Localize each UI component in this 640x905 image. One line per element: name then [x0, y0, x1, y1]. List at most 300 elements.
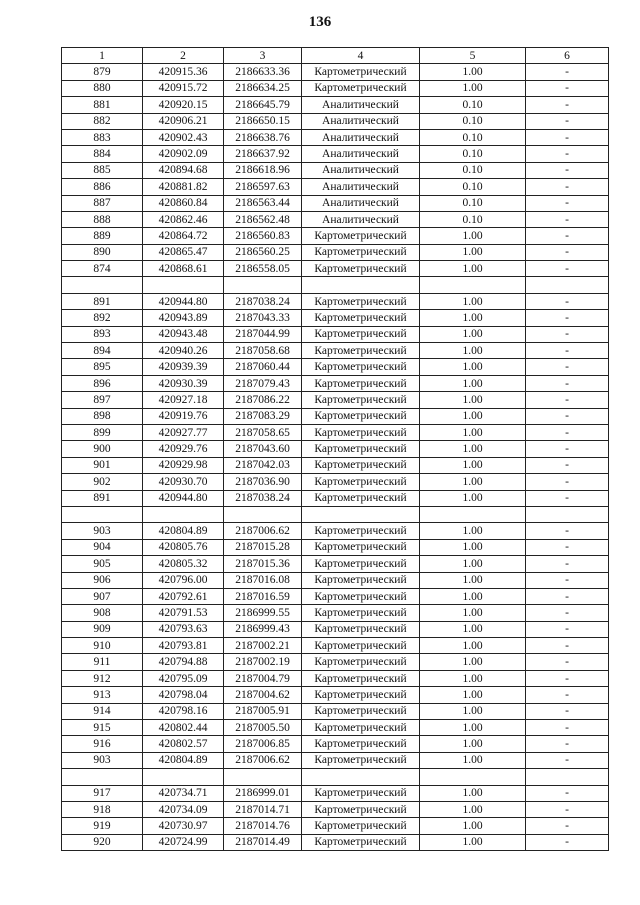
table-cell: 1.00 [420, 326, 526, 342]
table-cell [420, 277, 526, 293]
table-cell: 2187083.29 [224, 408, 302, 424]
table-row [62, 244, 609, 260]
table-row [62, 474, 609, 490]
table-cell: - [526, 343, 609, 359]
table-cell: 420929.98 [143, 457, 224, 473]
table-cell: Картометрический [302, 818, 420, 834]
table-row [62, 703, 609, 719]
table-cell [302, 506, 420, 522]
table-cell: 420804.89 [143, 523, 224, 539]
table-row [62, 80, 609, 96]
table-cell: Картометрический [302, 343, 420, 359]
table-cell: 886 [62, 179, 143, 195]
table-row [62, 310, 609, 326]
table-cell: 2187038.24 [224, 293, 302, 309]
table-row [62, 293, 609, 309]
table-cell: 420927.77 [143, 424, 224, 440]
table-cell: 420793.81 [143, 638, 224, 654]
table-row [62, 801, 609, 817]
table-cell: 1.00 [420, 736, 526, 752]
table-cell: 1.00 [420, 834, 526, 850]
table-cell: Картометрический [302, 736, 420, 752]
table-cell: 2187005.50 [224, 720, 302, 736]
table-cell [420, 769, 526, 785]
table-cell: 0.10 [420, 179, 526, 195]
table-cell: 1.00 [420, 261, 526, 277]
page-number: 136 [308, 14, 332, 30]
table-cell: 2187016.59 [224, 588, 302, 604]
table-cell: 2186999.43 [224, 621, 302, 637]
table-cell: 881 [62, 97, 143, 113]
table-row [62, 211, 609, 227]
table-cell: 420865.47 [143, 244, 224, 260]
table-cell: 2186650.15 [224, 113, 302, 129]
table-cell: - [526, 293, 609, 309]
table-row [62, 523, 609, 539]
table-cell: 1.00 [420, 670, 526, 686]
table-cell: 0.10 [420, 97, 526, 113]
table-cell: 895 [62, 359, 143, 375]
table-cell: 1.00 [420, 818, 526, 834]
table-cell: Картометрический [302, 654, 420, 670]
table-cell: 1.00 [420, 64, 526, 80]
table-cell: 420724.99 [143, 834, 224, 850]
table-cell: 917 [62, 785, 143, 801]
table-row [62, 408, 609, 424]
table-cell: - [526, 310, 609, 326]
table-cell: 901 [62, 457, 143, 473]
column-header: 1 [62, 48, 143, 64]
table-cell: Картометрический [302, 310, 420, 326]
table-cell: Картометрический [302, 556, 420, 572]
table-cell: 900 [62, 441, 143, 457]
table-row [62, 162, 609, 178]
table-cell: Картометрический [302, 703, 420, 719]
table-cell: 420734.71 [143, 785, 224, 801]
table-row [62, 195, 609, 211]
table-cell [143, 277, 224, 293]
table-cell: 893 [62, 326, 143, 342]
table-cell: 2186597.63 [224, 179, 302, 195]
table-cell: - [526, 261, 609, 277]
table-cell: 0.10 [420, 146, 526, 162]
table-cell: 916 [62, 736, 143, 752]
table-cell: 1.00 [420, 720, 526, 736]
table-cell: 2187015.36 [224, 556, 302, 572]
table-cell: - [526, 834, 609, 850]
column-header: 3 [224, 48, 302, 64]
table-cell: 1.00 [420, 785, 526, 801]
table-cell: - [526, 244, 609, 260]
table-cell: 894 [62, 343, 143, 359]
column-header: 6 [526, 48, 609, 64]
table-row [62, 375, 609, 391]
table-cell: - [526, 556, 609, 572]
table-cell: 420794.88 [143, 654, 224, 670]
table-cell: 1.00 [420, 359, 526, 375]
table-row [62, 441, 609, 457]
table-cell: 884 [62, 146, 143, 162]
table-cell: Картометрический [302, 441, 420, 457]
table-cell: 2187058.68 [224, 343, 302, 359]
table-cell: 890 [62, 244, 143, 260]
table-cell: 420802.57 [143, 736, 224, 752]
table-row [62, 228, 609, 244]
table-cell: 2186633.36 [224, 64, 302, 80]
table-cell: 2187006.62 [224, 752, 302, 768]
table-cell: Картометрический [302, 359, 420, 375]
table-cell: 420915.72 [143, 80, 224, 96]
table-row [62, 359, 609, 375]
table-cell: 891 [62, 293, 143, 309]
table-cell: 1.00 [420, 457, 526, 473]
table-cell: Картометрический [302, 670, 420, 686]
table-cell: 1.00 [420, 490, 526, 506]
table-cell: 1.00 [420, 556, 526, 572]
table-row [62, 113, 609, 129]
table-cell: 906 [62, 572, 143, 588]
table-cell: 2186562.48 [224, 211, 302, 227]
table-cell: 910 [62, 638, 143, 654]
table-cell: 1.00 [420, 392, 526, 408]
table-cell: - [526, 129, 609, 145]
table-cell: 1.00 [420, 474, 526, 490]
table-cell: 904 [62, 539, 143, 555]
table-cell: Картометрический [302, 261, 420, 277]
table-cell: 420864.72 [143, 228, 224, 244]
table-cell: 1.00 [420, 539, 526, 555]
table-cell: Аналитический [302, 195, 420, 211]
table-cell: 909 [62, 621, 143, 637]
table-cell: - [526, 703, 609, 719]
table-cell [420, 506, 526, 522]
table-cell: 2187006.85 [224, 736, 302, 752]
table-cell: Картометрический [302, 605, 420, 621]
table-cell: 420795.09 [143, 670, 224, 686]
table-cell: 2187014.71 [224, 801, 302, 817]
table-cell: 2186637.92 [224, 146, 302, 162]
table-cell: 885 [62, 162, 143, 178]
table-cell: - [526, 638, 609, 654]
table-cell: 1.00 [420, 638, 526, 654]
table-cell: 2186634.25 [224, 80, 302, 96]
table-cell: 2187015.28 [224, 539, 302, 555]
table-cell: 2187060.44 [224, 359, 302, 375]
table-row [62, 326, 609, 342]
table-cell: 2187014.49 [224, 834, 302, 850]
table-cell: - [526, 818, 609, 834]
table-cell: - [526, 228, 609, 244]
table-cell: Аналитический [302, 97, 420, 113]
table-cell: 2187036.90 [224, 474, 302, 490]
table-body [62, 64, 609, 851]
table-cell: 898 [62, 408, 143, 424]
table-row [62, 457, 609, 473]
table-row [62, 834, 609, 850]
table-cell: 1.00 [420, 441, 526, 457]
table-cell: - [526, 523, 609, 539]
table-cell: Картометрический [302, 687, 420, 703]
table-row [62, 179, 609, 195]
table-cell: 903 [62, 752, 143, 768]
table-cell: 1.00 [420, 80, 526, 96]
table-cell: 420796.00 [143, 572, 224, 588]
table-cell: 2187038.24 [224, 490, 302, 506]
table-cell: - [526, 621, 609, 637]
table-separator-row [62, 506, 609, 522]
table-cell: - [526, 654, 609, 670]
table-cell: 920 [62, 834, 143, 850]
table-cell: 919 [62, 818, 143, 834]
table-cell: 0.10 [420, 129, 526, 145]
table-cell: 0.10 [420, 211, 526, 227]
coordinates-table [61, 47, 609, 851]
table-cell: 2186560.83 [224, 228, 302, 244]
table-cell: 1.00 [420, 588, 526, 604]
table-cell: 1.00 [420, 605, 526, 621]
table-cell: 420929.76 [143, 441, 224, 457]
table-cell: 2186645.79 [224, 97, 302, 113]
table-row [62, 146, 609, 162]
table-row [62, 588, 609, 604]
table-cell: - [526, 539, 609, 555]
table-cell: - [526, 179, 609, 195]
table-cell: 2186560.25 [224, 244, 302, 260]
table-cell [143, 506, 224, 522]
table-cell: 420943.89 [143, 310, 224, 326]
table-cell: Картометрический [302, 785, 420, 801]
table-cell: 899 [62, 424, 143, 440]
table-cell: Аналитический [302, 129, 420, 145]
table-cell: - [526, 490, 609, 506]
table-cell: 912 [62, 670, 143, 686]
table-cell: Аналитический [302, 162, 420, 178]
table-cell: 420881.82 [143, 179, 224, 195]
table-cell [526, 277, 609, 293]
table-cell: - [526, 113, 609, 129]
table-cell [302, 769, 420, 785]
table-row [62, 261, 609, 277]
table-cell: - [526, 64, 609, 80]
table-cell: Картометрический [302, 523, 420, 539]
table-cell: 874 [62, 261, 143, 277]
column-header: 2 [143, 48, 224, 64]
table-cell: 420902.09 [143, 146, 224, 162]
table-cell: 2186999.01 [224, 785, 302, 801]
table-cell: 1.00 [420, 523, 526, 539]
table-cell [302, 277, 420, 293]
table-cell: 911 [62, 654, 143, 670]
table-cell: - [526, 572, 609, 588]
table-cell: 1.00 [420, 703, 526, 719]
table-cell: 891 [62, 490, 143, 506]
table-cell: 2187014.76 [224, 818, 302, 834]
column-header: 4 [302, 48, 420, 64]
table-separator-row [62, 769, 609, 785]
table-cell: 905 [62, 556, 143, 572]
column-header: 5 [420, 48, 526, 64]
table-cell: 2186618.96 [224, 162, 302, 178]
table-cell: 2187043.33 [224, 310, 302, 326]
table-cell: 913 [62, 687, 143, 703]
table-cell: Картометрический [302, 457, 420, 473]
table-row [62, 556, 609, 572]
table-row [62, 654, 609, 670]
table-cell: 2187004.62 [224, 687, 302, 703]
table-cell: 420902.43 [143, 129, 224, 145]
table-cell: - [526, 801, 609, 817]
table-cell: 420919.76 [143, 408, 224, 424]
table-cell: 420860.84 [143, 195, 224, 211]
table-cell: 2186999.55 [224, 605, 302, 621]
table-cell: - [526, 670, 609, 686]
table-cell: 918 [62, 801, 143, 817]
table-cell: Картометрический [302, 801, 420, 817]
table-row [62, 687, 609, 703]
table-row [62, 64, 609, 80]
table-cell: - [526, 392, 609, 408]
table-cell: 2187044.99 [224, 326, 302, 342]
table-cell: 420906.21 [143, 113, 224, 129]
table-cell: 1.00 [420, 310, 526, 326]
table-cell [224, 769, 302, 785]
table-cell: - [526, 457, 609, 473]
table-cell [62, 506, 143, 522]
table-cell: Картометрический [302, 64, 420, 80]
table-row [62, 539, 609, 555]
table-row [62, 343, 609, 359]
table-cell [62, 769, 143, 785]
table-cell: 2187002.19 [224, 654, 302, 670]
table-cell: 897 [62, 392, 143, 408]
table-cell: Картометрический [302, 539, 420, 555]
table-cell: 420930.39 [143, 375, 224, 391]
table-cell: 0.10 [420, 195, 526, 211]
table-cell: 887 [62, 195, 143, 211]
table-cell: Картометрический [302, 490, 420, 506]
table-row [62, 572, 609, 588]
table-cell: 2186563.44 [224, 195, 302, 211]
table-cell: 1.00 [420, 572, 526, 588]
table-cell: - [526, 720, 609, 736]
table-cell: 420798.16 [143, 703, 224, 719]
table-cell: - [526, 474, 609, 490]
table-cell: 880 [62, 80, 143, 96]
table-cell: 888 [62, 211, 143, 227]
table-cell: 2187058.65 [224, 424, 302, 440]
table-cell: 902 [62, 474, 143, 490]
table-header-row [62, 48, 609, 64]
table-cell: 420798.04 [143, 687, 224, 703]
table-cell: 908 [62, 605, 143, 621]
table-cell: 420944.80 [143, 490, 224, 506]
table-cell: 2187006.62 [224, 523, 302, 539]
table-cell: - [526, 736, 609, 752]
table-cell: Картометрический [302, 408, 420, 424]
table-cell [526, 506, 609, 522]
table-cell: 420730.97 [143, 818, 224, 834]
table-cell: - [526, 162, 609, 178]
table-cell: - [526, 605, 609, 621]
table-cell: 420805.76 [143, 539, 224, 555]
table-cell: 1.00 [420, 408, 526, 424]
table-row [62, 638, 609, 654]
table-row [62, 785, 609, 801]
table-cell: Картометрический [302, 588, 420, 604]
table-cell: 1.00 [420, 621, 526, 637]
table-cell: 1.00 [420, 293, 526, 309]
table-row [62, 720, 609, 736]
table-cell [526, 769, 609, 785]
table-cell: 1.00 [420, 801, 526, 817]
table-cell: 420792.61 [143, 588, 224, 604]
table-row [62, 752, 609, 768]
table-cell: Картометрический [302, 424, 420, 440]
table-cell: Картометрический [302, 392, 420, 408]
table-cell: 883 [62, 129, 143, 145]
table-cell: Аналитический [302, 211, 420, 227]
table-row [62, 392, 609, 408]
table-cell: 0.10 [420, 113, 526, 129]
table-cell: - [526, 408, 609, 424]
table-cell: 420939.39 [143, 359, 224, 375]
table-cell: 420894.68 [143, 162, 224, 178]
table-cell: 420802.44 [143, 720, 224, 736]
table-cell: - [526, 359, 609, 375]
table-cell: 420804.89 [143, 752, 224, 768]
table-cell: 420734.09 [143, 801, 224, 817]
table-cell: - [526, 424, 609, 440]
table-cell: 420805.32 [143, 556, 224, 572]
table-cell: - [526, 375, 609, 391]
table-cell: 2187086.22 [224, 392, 302, 408]
table-cell: - [526, 588, 609, 604]
table-row [62, 424, 609, 440]
table-cell: - [526, 80, 609, 96]
table-cell: 2186558.05 [224, 261, 302, 277]
table-cell: 420943.48 [143, 326, 224, 342]
table-cell: 420868.61 [143, 261, 224, 277]
table-cell: Аналитический [302, 146, 420, 162]
table-cell: 1.00 [420, 244, 526, 260]
table-cell: 914 [62, 703, 143, 719]
table-cell: Аналитический [302, 113, 420, 129]
table-row [62, 818, 609, 834]
table-cell: 420862.46 [143, 211, 224, 227]
table-cell: - [526, 687, 609, 703]
table-cell: Картометрический [302, 293, 420, 309]
table-cell: 2187079.43 [224, 375, 302, 391]
table-cell: Картометрический [302, 375, 420, 391]
table-cell: - [526, 97, 609, 113]
table-row [62, 621, 609, 637]
table-cell: 2187004.79 [224, 670, 302, 686]
table-cell: - [526, 211, 609, 227]
table-cell: - [526, 326, 609, 342]
table-cell: 2187043.60 [224, 441, 302, 457]
table-cell: 1.00 [420, 228, 526, 244]
table-cell: 2187016.08 [224, 572, 302, 588]
table-cell [143, 769, 224, 785]
table-cell: 903 [62, 523, 143, 539]
table-cell: Картометрический [302, 834, 420, 850]
table-cell: 2187042.03 [224, 457, 302, 473]
table-cell: 420915.36 [143, 64, 224, 80]
table-cell: 907 [62, 588, 143, 604]
table-cell: 420791.53 [143, 605, 224, 621]
table-cell: Картометрический [302, 720, 420, 736]
table-cell: 1.00 [420, 687, 526, 703]
